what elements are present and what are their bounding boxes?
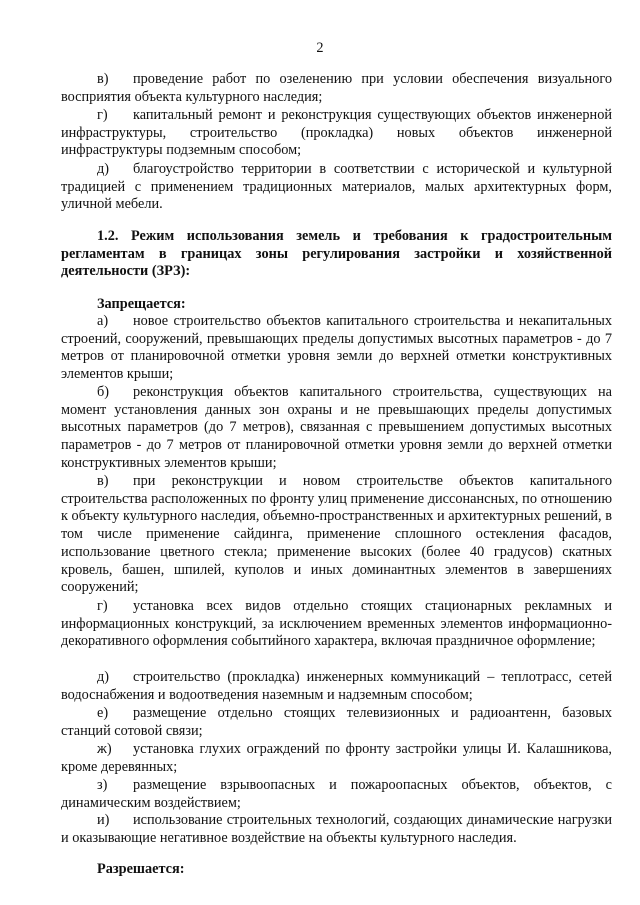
item-text: капитальный ремонт и реконструкция существующих объектов инженерной инфраструктуры, строительство (прокладка) новых объектов инженерной инфраструктуры подземным способом;: [61, 107, 612, 159]
prohibited-title: Запрещается:: [97, 296, 186, 312]
item-label: а): [97, 313, 109, 329]
item-text: установка всех видов отдельно стоящих стационарных рекламных и информационных конструкций, за исключением временных элементов информационно-декоративного оформления событийного характера, включая праздничное оформление;: [61, 598, 612, 650]
item-label: д): [97, 669, 110, 685]
item-label: в): [97, 473, 109, 489]
list-item-top-v: [61, 71, 612, 106]
list-item-prohibited-z: [61, 777, 612, 812]
list-item-prohibited-b: [61, 384, 612, 473]
item-text: благоустройство территории в соответствии с исторической и культурной традицией с применением традиционных материалов, малых архитектурных форм, уличной мебели.: [61, 161, 612, 213]
item-label: в): [97, 71, 109, 87]
list-item-prohibited-d: [61, 669, 612, 704]
list-item-prohibited-g: [61, 598, 612, 651]
item-text: реконструкция объектов капитального строительства, существующих на момент установления данных зон охраны и не превышающих пределы допустимых высотных параметров (до 7 метров), связанная с превышением допустимых высотных параметров - до 7 метров от планировочной отметки уровня земли до верхней отметки конструктивных элементов крыши;: [61, 384, 612, 471]
item-label: г): [97, 598, 108, 614]
item-text: строительство (прокладка) инженерных коммуникаций – теплотрасс, сетей водоснабжения и водоотведения наземным и надземным способом;: [61, 669, 612, 703]
permitted-title: Разрешается:: [97, 861, 185, 877]
list-item-prohibited-v: [61, 473, 612, 597]
item-label: з): [97, 777, 108, 793]
item-text: размещение отдельно стоящих телевизионных и радиоантенн, базовых станций сотовой связи;: [61, 705, 612, 739]
item-text: использование строительных технологий, создающих динамические нагрузки и оказывающие негативное воздействие на объекты культурного наследия.: [61, 812, 612, 846]
section-heading: [61, 228, 612, 281]
item-label: б): [97, 384, 110, 400]
list-item-prohibited-zh: [61, 741, 612, 776]
item-text: проведение работ по озеленению при условии обеспечения визуального восприятия объекта культурного наследия;: [61, 71, 612, 105]
list-item-top-d: [61, 161, 612, 214]
page-number: 2: [316, 40, 324, 56]
list-item-prohibited-a: [61, 313, 612, 384]
list-item-prohibited-e: [61, 705, 612, 740]
item-label: ж): [97, 741, 112, 757]
item-label: и): [97, 812, 110, 828]
item-label: г): [97, 107, 108, 123]
section-heading-text: 1.2. Режим использования земель и требования к градостроительным регламентам в границах зоны регулирования застройки и хозяйственной деятельности (ЗРЗ):: [61, 228, 612, 280]
item-label: д): [97, 161, 110, 177]
item-text: установка глухих ограждений по фронту застройки улицы И. Калашникова, кроме деревянных;: [61, 741, 612, 775]
item-text: при реконструкции и новом строительстве объектов капитального строительства расположенных по фронту улиц применение диссонансных, по отношению к объекту культурного наследия, объемно-пространственных и архитектурных решений, в том числе применение сайдинга, применение сплошного остекления фасадов, использование цветного стекла; применение высоких (более 40 градусов) скатных кровель, башен, шпилей, куполов и иных доминантных элементов в завершениях сооружений;: [61, 473, 612, 596]
list-item-top-g: [61, 107, 612, 160]
item-text: размещение взрывоопасных и пожароопасных объектов, объектов, с динамическим воздействием;: [61, 777, 612, 811]
item-label: е): [97, 705, 109, 721]
list-item-prohibited-i: [61, 812, 612, 847]
item-text: новое строительство объектов капитального строительства и некапитальных строений, сооружений, превышающих пределы допустимых высотных параметров - до 7 метров от планировочной отметки уровня земли до верхней отметки конструктивных элементов крыши;: [61, 313, 612, 383]
